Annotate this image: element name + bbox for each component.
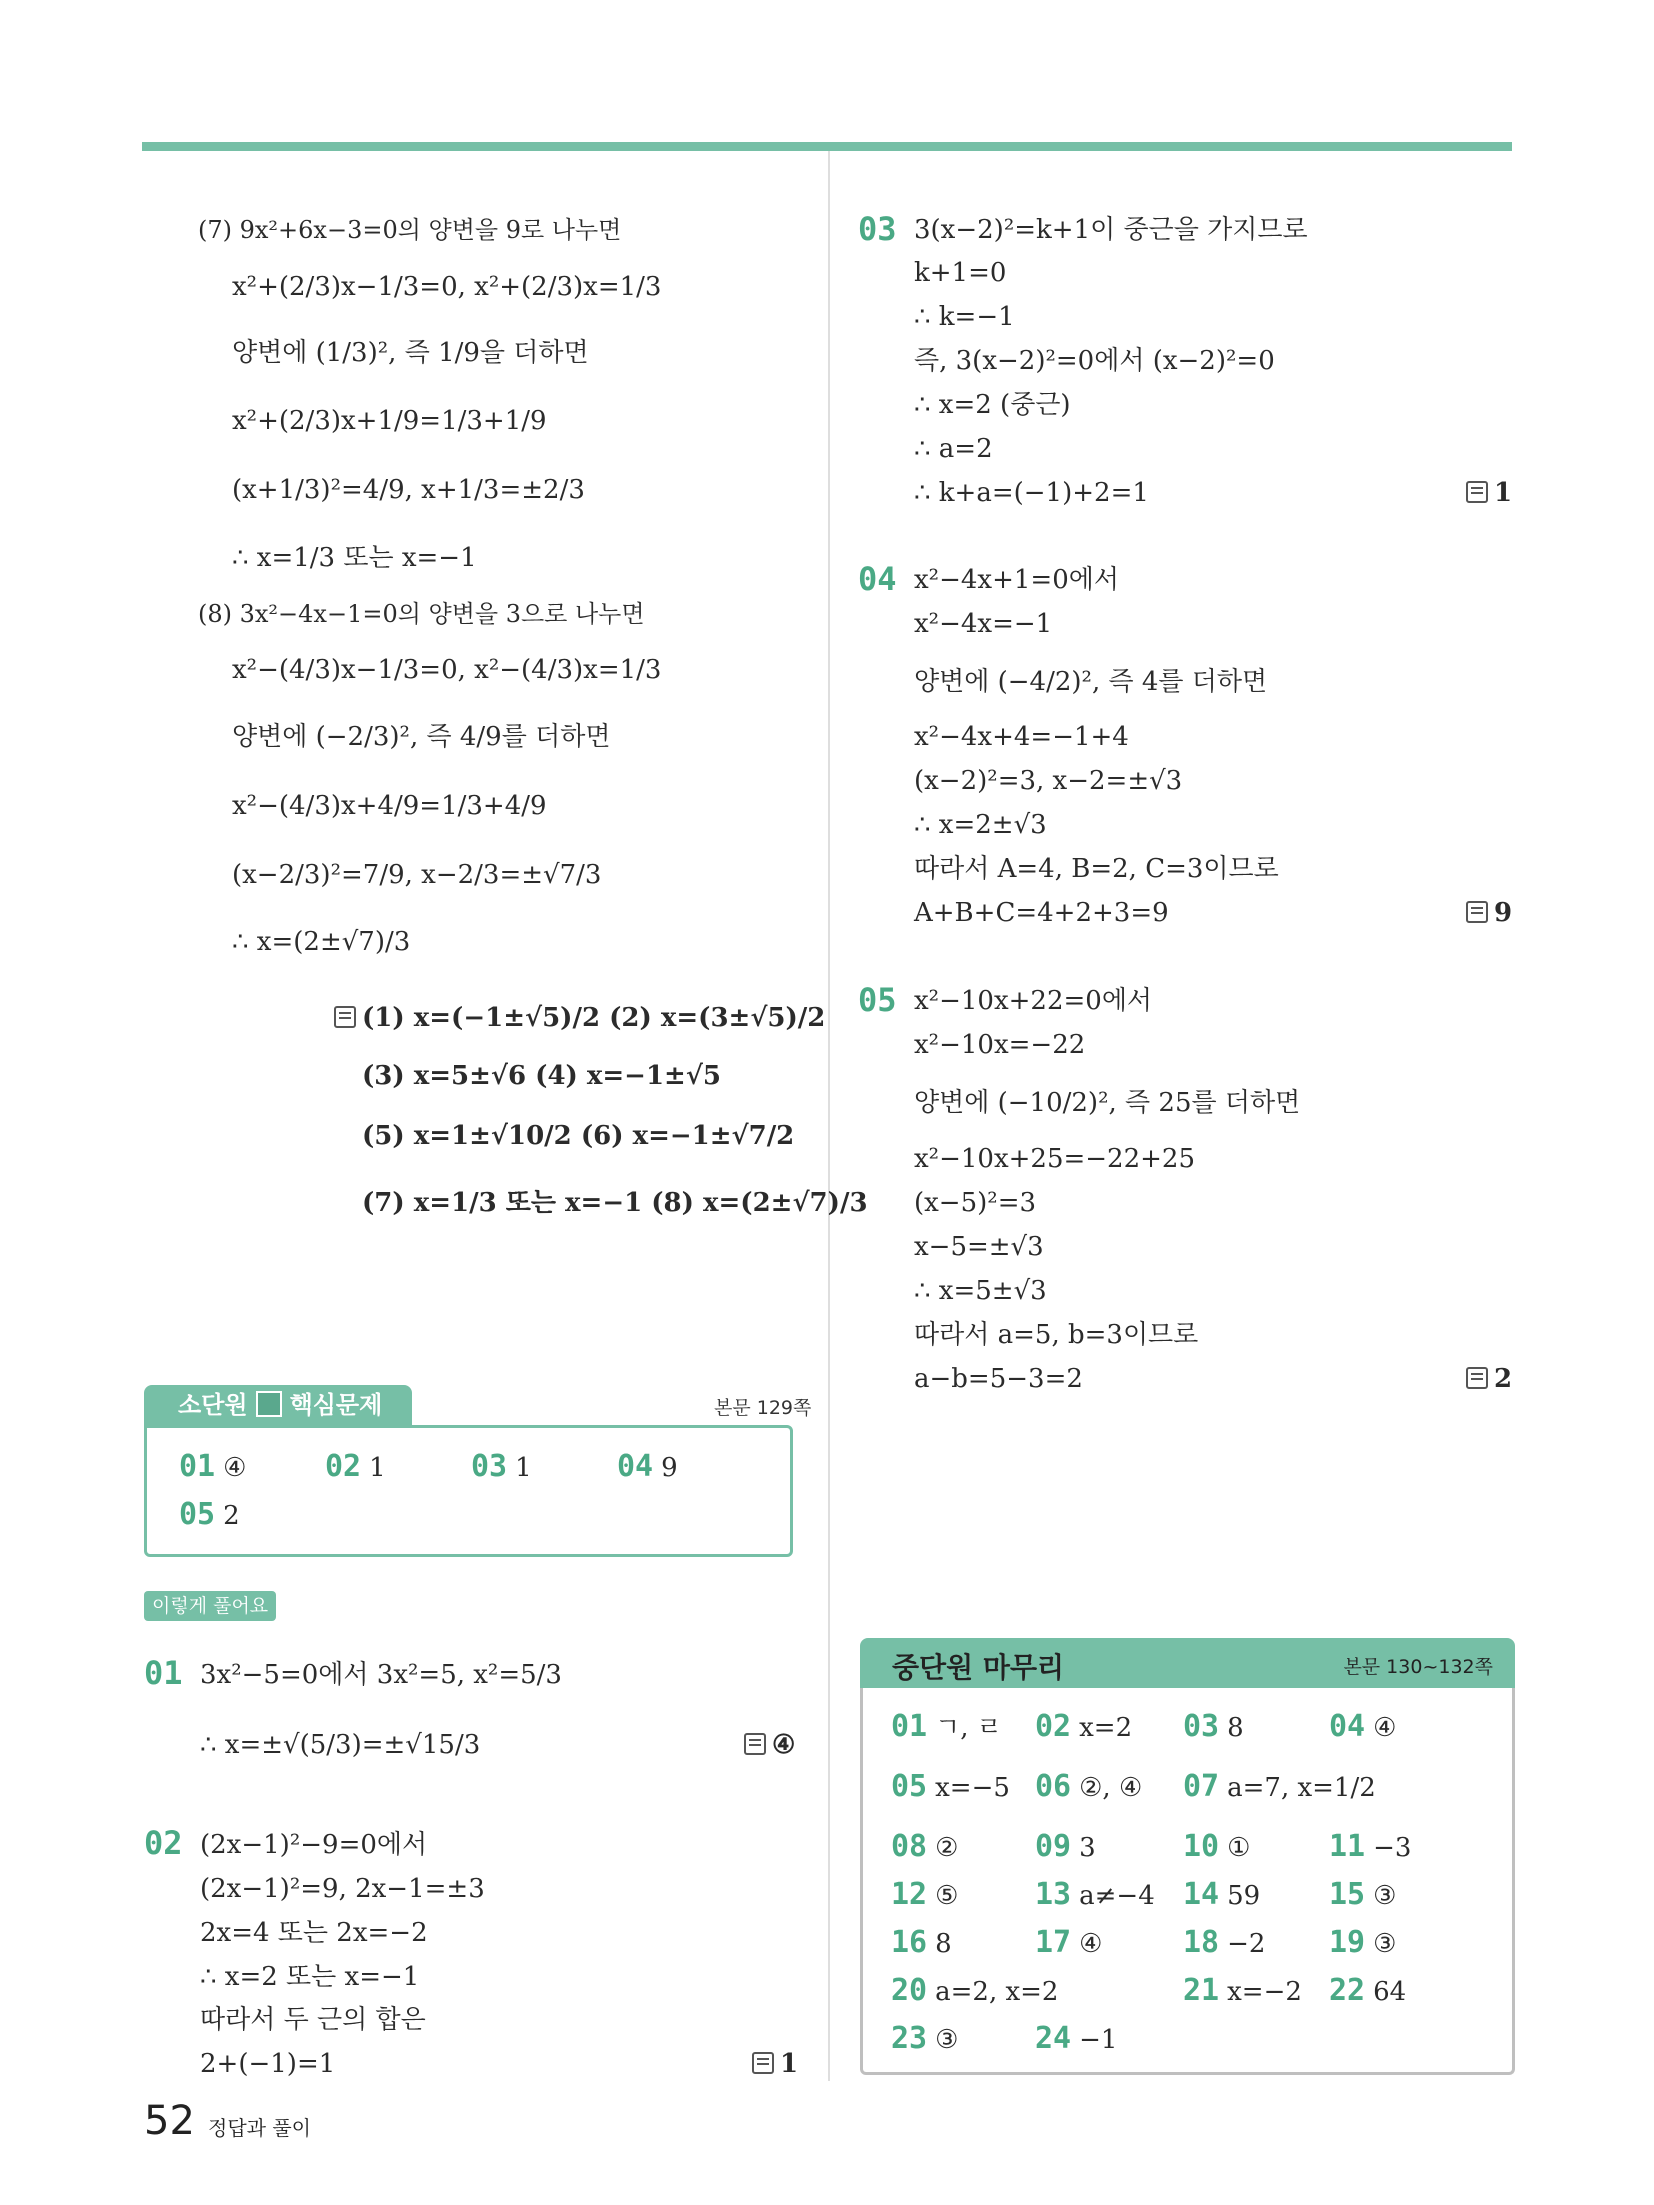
review-item: 19 ③ xyxy=(1329,1925,1397,1960)
sol03-answer: 1 xyxy=(1466,476,1512,510)
left-line: x²+(2/3)x+1/9=1/3+1/9 xyxy=(232,406,547,436)
answer-line: (1) x=(−1±√5)/2 (2) x=(3±√5)/2 xyxy=(334,1000,825,1036)
chapter-review-page-ref: 본문 130~132쪽 xyxy=(1343,1656,1493,1678)
sol05-line: x²−10x+25=−22+25 xyxy=(914,1144,1196,1174)
sol04-line: ∴ x=2±√3 xyxy=(914,810,1047,840)
answer-line: (5) x=1±√10/2 (6) x=−1±√7/2 xyxy=(362,1121,795,1151)
answer-icon xyxy=(1466,481,1488,503)
sol03-line: ∴ k=−1 xyxy=(914,302,1015,332)
core-item: 04 9 xyxy=(617,1449,678,1484)
review-item: 08 ② xyxy=(891,1829,959,1864)
page-label: 정답과 풀이 xyxy=(208,2116,311,2140)
left-line: (x−2/3)²=7/9, x−2/3=±√7/3 xyxy=(232,860,602,890)
column-divider xyxy=(828,151,830,2081)
left-line: (x+1/3)²=4/9, x+1/3=±2/3 xyxy=(232,475,585,505)
sol04-line: (x−2)²=3, x−2=±√3 xyxy=(914,766,1183,796)
sol03-line: ∴ x=2 (중근) xyxy=(914,390,1071,420)
review-item: 21 x=−2 xyxy=(1183,1973,1302,2008)
sol04-line: x²−4x+1=0에서 xyxy=(914,565,1119,595)
answer-line: (7) x=1/3 또는 x=−1 (8) x=(2±√7)/3 xyxy=(362,1188,868,1218)
review-item: 23 ③ xyxy=(891,2021,959,2056)
review-item: 05 x=−5 xyxy=(891,1769,1010,1804)
sol04-line: 따라서 A=4, B=2, C=3이므로 xyxy=(914,854,1279,884)
review-item: 02 x=2 xyxy=(1035,1709,1133,1744)
page-number: 52 xyxy=(144,2098,195,2144)
sol04-line: x²−4x=−1 xyxy=(914,609,1053,639)
left-line: 양변에 (1/3)², 즉 1/9을 더하면 xyxy=(232,338,589,368)
core-page-ref: 본문 129쪽 xyxy=(714,1397,812,1419)
book-icon xyxy=(256,1391,282,1417)
core-answers-box xyxy=(144,1425,793,1557)
sol03-line: k+1=0 xyxy=(914,258,1007,288)
sol05-line: (x−5)²=3 xyxy=(914,1188,1037,1218)
answer-icon xyxy=(334,1006,356,1028)
review-item: 15 ③ xyxy=(1329,1877,1397,1912)
review-item: 12 ⑤ xyxy=(891,1877,959,1912)
left-line: 양변에 (−2/3)², 즉 4/9를 더하면 xyxy=(232,722,611,752)
left-line: x²−(4/3)x+4/9=1/3+4/9 xyxy=(232,791,547,821)
sol05-line: 따라서 a=5, b=3이므로 xyxy=(914,1320,1199,1350)
review-item: 16 8 xyxy=(891,1925,952,1960)
problem-number: 02 xyxy=(144,1824,183,1862)
sol05-line: x²−10x=−22 xyxy=(914,1030,1086,1060)
sol02-line: 따라서 두 근의 합은 xyxy=(200,2005,426,2035)
sol04-line: x²−4x+4=−1+4 xyxy=(914,722,1129,752)
sol05-line: ∴ x=5±√3 xyxy=(914,1276,1047,1306)
review-item: 10 ① xyxy=(1183,1829,1251,1864)
review-item: 14 59 xyxy=(1183,1877,1261,1912)
core-problems-tab: 소단원 핵심문제 xyxy=(144,1385,412,1425)
review-item: 04 ④ xyxy=(1329,1709,1397,1744)
sol03-line: 3(x−2)²=k+1이 중근을 가지므로 xyxy=(914,215,1308,245)
chapter-review-box xyxy=(860,1688,1515,2075)
problem-number: 03 xyxy=(858,210,897,248)
left-line: x²+(2/3)x−1/3=0, x²+(2/3)x=1/3 xyxy=(232,272,662,302)
review-item: 17 ④ xyxy=(1035,1925,1103,1960)
review-item: 09 3 xyxy=(1035,1829,1096,1864)
sol05-line: a−b=5−3=2 xyxy=(914,1364,1083,1394)
review-item: 24 −1 xyxy=(1035,2021,1118,2056)
core-item: 02 1 xyxy=(325,1449,386,1484)
problem-number: 04 xyxy=(858,560,897,598)
answer-icon xyxy=(752,2052,774,2074)
sol04-line: A+B+C=4+2+3=9 xyxy=(914,898,1169,928)
sol05-line: x²−10x+22=0에서 xyxy=(914,986,1153,1016)
solution-tag: 이렇게 풀어요 xyxy=(144,1591,276,1621)
left-line: x²−(4/3)x−1/3=0, x²−(4/3)x=1/3 xyxy=(232,655,662,685)
sol02-line: 2x=4 또는 2x=−2 xyxy=(200,1918,428,1948)
answer-line: (3) x=5±√6 (4) x=−1±√5 xyxy=(362,1061,722,1091)
sol04-answer: 9 xyxy=(1466,896,1512,930)
sol02-line: 2+(−1)=1 xyxy=(200,2049,336,2079)
review-item: 01 ㄱ, ㄹ xyxy=(891,1709,1002,1744)
left-line: (7) 9x²+6x−3=0의 양변을 9로 나누면 xyxy=(198,216,622,244)
review-item: 06 ②, ④ xyxy=(1035,1769,1143,1804)
core-item: 03 1 xyxy=(471,1449,532,1484)
review-item: 13 a≠−4 xyxy=(1035,1877,1155,1912)
sol01-answer: ④ xyxy=(744,1728,795,1762)
sol03-line: ∴ a=2 xyxy=(914,434,993,464)
sol05-line: 양변에 (−10/2)², 즉 25를 더하면 xyxy=(914,1088,1301,1118)
answer-icon xyxy=(1466,1367,1488,1389)
review-item: 03 8 xyxy=(1183,1709,1244,1744)
answer-icon xyxy=(744,1733,766,1755)
sol05-answer: 2 xyxy=(1466,1362,1512,1396)
sol02-line: (2x−1)²=9, 2x−1=±3 xyxy=(200,1874,485,1904)
sol01-line: 3x²−5=0에서 3x²=5, x²=5/3 xyxy=(200,1660,562,1690)
sol03-line: 즉, 3(x−2)²=0에서 (x−2)²=0 xyxy=(914,346,1275,376)
left-line: (8) 3x²−4x−1=0의 양변을 3으로 나누면 xyxy=(198,600,645,628)
core-item: 01 ④ xyxy=(179,1449,247,1484)
problem-number: 01 xyxy=(144,1654,183,1692)
sol05-line: x−5=±√3 xyxy=(914,1232,1044,1262)
review-item: 11 −3 xyxy=(1329,1829,1412,1864)
sol04-line: 양변에 (−4/2)², 즉 4를 더하면 xyxy=(914,667,1268,697)
answer-icon xyxy=(1466,901,1488,923)
left-line: ∴ x=(2±√7)/3 xyxy=(232,927,411,957)
left-line: ∴ x=1/3 또는 x=−1 xyxy=(232,543,477,573)
top-rule xyxy=(142,142,1512,151)
problem-number: 05 xyxy=(858,981,897,1019)
sol02-line: (2x−1)²−9=0에서 xyxy=(200,1830,428,1860)
chapter-review-title: 중단원 마무리 xyxy=(892,1651,1065,1684)
review-item: 20 a=2, x=2 xyxy=(891,1973,1059,2008)
sol02-answer: 1 xyxy=(752,2047,798,2081)
sol02-line: ∴ x=2 또는 x=−1 xyxy=(200,1962,420,1992)
review-item: 22 64 xyxy=(1329,1973,1407,2008)
core-item: 05 2 xyxy=(179,1497,240,1532)
review-item: 07 a=7, x=1/2 xyxy=(1183,1769,1376,1804)
review-item: 18 −2 xyxy=(1183,1925,1266,1960)
sol03-line: ∴ k+a=(−1)+2=1 xyxy=(914,478,1149,508)
chapter-review-header xyxy=(860,1638,1515,1688)
sol01-line: ∴ x=±√(5/3)=±√15/3 xyxy=(200,1730,481,1760)
